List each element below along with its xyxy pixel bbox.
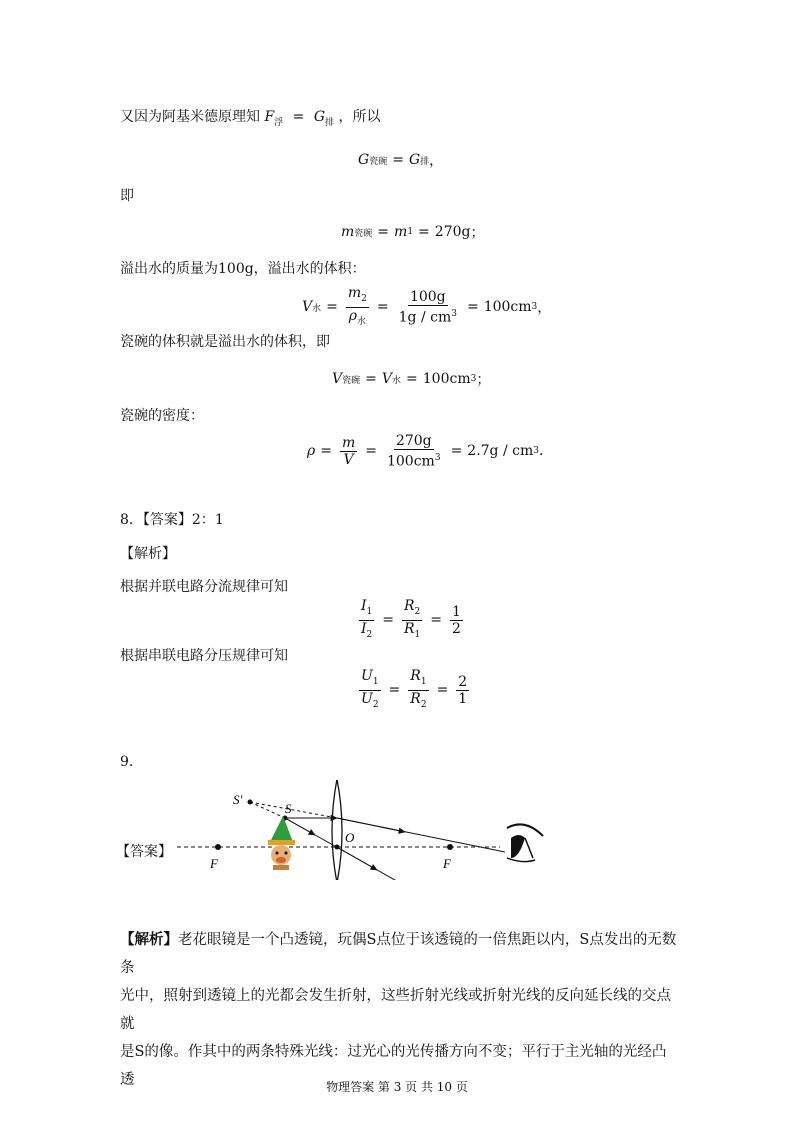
equals: =	[365, 371, 377, 387]
sub-1: 1	[407, 227, 414, 237]
sup-3: 3	[470, 374, 477, 384]
lens-ray-diagram	[115, 780, 675, 880]
frac-den	[408, 691, 428, 713]
sub-pai: 排	[420, 156, 430, 167]
sub-ciwan: 瓷碗	[369, 156, 388, 167]
symbol-f: F	[264, 109, 275, 125]
fraction-i1-i2	[359, 598, 374, 643]
equation-volume-bowl	[332, 369, 490, 389]
equals: =	[292, 109, 305, 125]
analysis-label: 【解析】	[120, 931, 178, 948]
q8-parallel-line: 根据并联电路分流规律可知	[120, 579, 288, 595]
volume-value: 100cm	[483, 299, 532, 316]
equals: =	[326, 299, 338, 316]
sub-shui: 水	[356, 316, 366, 327]
sub-2: 2	[414, 606, 421, 617]
back-extension-1	[250, 802, 337, 818]
sup-3: 3	[531, 302, 538, 313]
comma: ，	[429, 153, 444, 169]
semicolon: ；	[476, 372, 491, 388]
frac-den	[347, 308, 368, 330]
back-extension-2	[250, 802, 285, 818]
semicolon: ；	[470, 225, 485, 241]
analysis-line-3: 是S的像。作其中的两条特殊光线：过光心的光传播方向不变；平行于主光轴的光经凸透	[120, 1044, 667, 1088]
label-s-prime: S′	[233, 792, 243, 807]
den-density: 1g / cm	[398, 309, 452, 326]
label-f-right: F	[443, 856, 451, 871]
q8-heading: 8．【答案】2：1	[120, 512, 224, 528]
sub-1: 1	[366, 606, 373, 617]
fraction-270-100	[385, 433, 443, 470]
q8-analysis-label: 【解析】	[120, 546, 176, 562]
symbol-r: R	[404, 598, 415, 614]
den-100cm: 100cm	[386, 453, 435, 470]
fraction-r1-r2	[408, 668, 428, 713]
symbol-r: R	[404, 620, 415, 637]
ji-line: 即	[120, 188, 134, 204]
page-footer: 物理答案 第 3 页 共 10 页	[326, 1080, 468, 1094]
fraction-1-2	[450, 604, 463, 637]
archimedes-suffix: ，所以	[338, 109, 381, 125]
sub-1: 1	[420, 676, 427, 687]
symbol-i: I	[361, 598, 367, 614]
symbol-i: I	[361, 620, 367, 637]
sub-2: 2	[420, 699, 427, 710]
frac-num	[402, 598, 422, 621]
frac-num	[359, 668, 381, 691]
overflow-line: 溢出水的质量为100g，溢出水的体积：	[120, 261, 366, 277]
focal-point-left	[215, 844, 221, 850]
symbol-v: V	[332, 371, 343, 387]
frac-den	[359, 691, 381, 713]
frac-num	[346, 285, 369, 308]
sub-2: 2	[366, 629, 373, 640]
symbol-g: G	[313, 109, 326, 125]
frac-num: 270g	[395, 433, 432, 449]
symbol-v: V	[302, 299, 313, 316]
label-f-left: F	[210, 856, 218, 871]
fraction-u1-u2	[359, 668, 381, 713]
sub-shui: 水	[392, 375, 402, 386]
symbol-rho: ρ	[307, 443, 316, 460]
q9-analysis	[120, 926, 680, 1094]
equals: =	[406, 371, 418, 387]
equals: =	[382, 612, 394, 629]
sup-3: 3	[533, 446, 539, 457]
sub-shui: 水	[312, 303, 322, 314]
equals: =	[466, 299, 479, 316]
frac-den: 1	[458, 690, 468, 707]
density-value: 2.7g / cm	[467, 443, 534, 460]
equation-voltage-ratio	[356, 668, 472, 713]
symbol-m: m	[347, 285, 362, 301]
symbol-rho: ρ	[348, 307, 357, 324]
frac-num	[359, 598, 374, 621]
sub-ciwan: 瓷碗	[354, 228, 373, 239]
doll-figure	[268, 816, 295, 870]
frac-num: m	[341, 434, 356, 451]
sub-2: 2	[361, 293, 367, 304]
label-o: O	[345, 830, 355, 845]
comma: ，	[537, 300, 552, 317]
equals: =	[365, 443, 377, 460]
equation-g-bowl	[358, 150, 443, 170]
fraction-r2-r1	[402, 598, 422, 643]
sub-1: 1	[414, 629, 421, 640]
analysis-line-2: 光中，照射到透镜上的光都会发生折射，这些折射光线或折射光线的反向延长线的交点就	[120, 988, 671, 1032]
archimedes-text: 又因为阿基米德原理知	[120, 109, 260, 125]
sup-3: 3	[434, 453, 441, 463]
equals: =	[377, 224, 390, 240]
sub-1: 1	[372, 676, 379, 687]
analysis-line-1	[120, 926, 680, 982]
symbol-g: G	[408, 152, 421, 168]
equals: =	[450, 443, 463, 460]
q9-number: 9.	[120, 754, 134, 770]
symbol-v: V	[381, 371, 392, 387]
bowl-volume-line: 瓷碗的体积就是溢出水的体积，即	[120, 334, 330, 350]
convex-lens	[332, 780, 342, 880]
symbol-r: R	[410, 668, 421, 684]
sub-fu: 浮	[274, 117, 284, 128]
ray-center-arrow-1	[285, 818, 315, 835]
period: .	[539, 443, 544, 460]
volume-value: 100cm	[422, 371, 471, 387]
q8-series-line: 根据串联电路分压规律可知	[120, 648, 288, 664]
frac-den: 2	[452, 620, 461, 637]
symbol-m: m	[394, 224, 408, 240]
sub-2: 2	[372, 699, 379, 710]
symbol-g: G	[358, 152, 370, 168]
frac-num: 1	[452, 603, 461, 620]
equation-volume-water	[302, 285, 551, 330]
equals: =	[418, 224, 430, 240]
frac-num: 2	[458, 673, 468, 690]
frac-den	[402, 621, 422, 643]
frac-num: 100g	[409, 288, 446, 305]
density-line: 瓷碗的密度：	[120, 408, 204, 424]
sub-ciwan: 瓷碗	[342, 375, 361, 386]
frac-den	[397, 306, 459, 326]
mass-value: 270g	[434, 224, 471, 240]
equals: =	[436, 682, 449, 699]
sub-pai: 排	[325, 117, 335, 128]
archimedes-line	[120, 107, 380, 133]
sup-3: 3	[451, 308, 457, 319]
equation-density	[307, 433, 543, 470]
q9-answer-label: 【答案】	[116, 844, 172, 860]
frac-den: V	[343, 451, 354, 468]
ray-center	[285, 818, 425, 880]
equals: =	[392, 152, 404, 168]
symbol-u: U	[361, 668, 373, 684]
fraction-2-1	[456, 674, 469, 707]
fraction-m2-rho	[346, 285, 369, 330]
equals: =	[376, 299, 389, 316]
frac-den	[359, 621, 374, 643]
symbol-r: R	[410, 690, 421, 707]
focal-point-right	[447, 844, 453, 850]
eye-icon	[507, 824, 543, 861]
symbol-m: m	[341, 224, 355, 240]
frac-den	[385, 450, 443, 470]
equation-current-ratio	[356, 598, 466, 643]
fraction-100g-density	[397, 289, 459, 326]
equals: =	[320, 443, 332, 460]
symbol-u: U	[361, 690, 373, 707]
equals: =	[388, 682, 401, 699]
label-s: S	[285, 801, 292, 816]
ray-center-arrow-2	[337, 847, 377, 870]
fraction-m-v	[340, 435, 357, 468]
equals: =	[430, 612, 443, 629]
frac-num	[408, 668, 428, 691]
equation-mass	[341, 222, 484, 242]
analysis-text-1: 老花眼镜是一个凸透镜，玩偶S点位于该透镜的一倍焦距以内，S点发出的无数条	[120, 932, 677, 976]
